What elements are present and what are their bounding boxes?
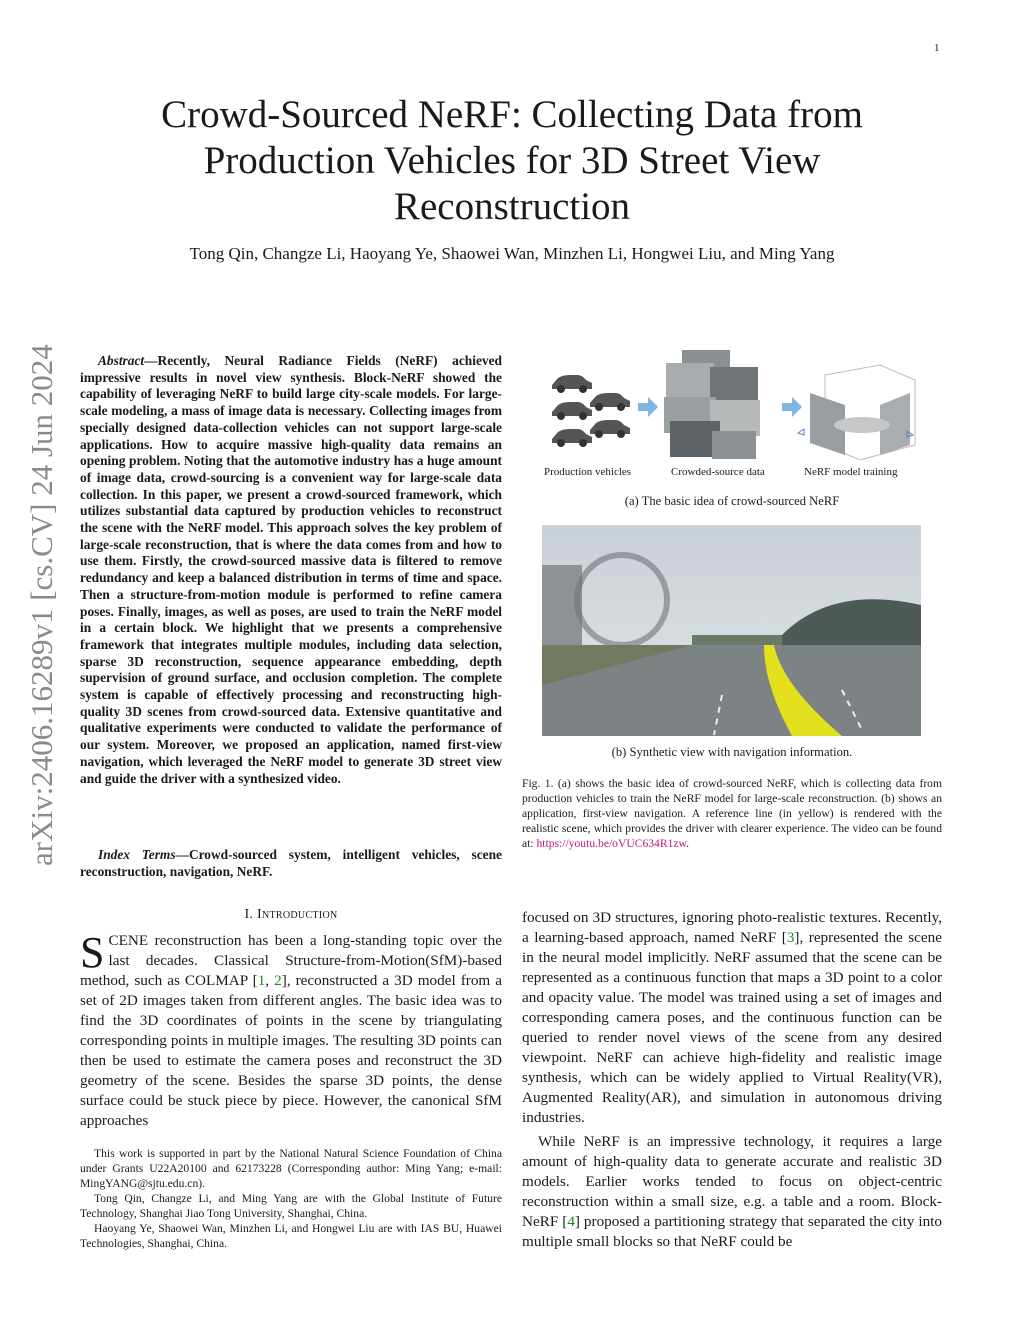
figure-label: Crowded-source data: [671, 466, 765, 478]
abstract: [80, 353, 502, 787]
abstract-label: Abstract: [98, 353, 145, 368]
figure-a-diagram: [540, 345, 920, 460]
page-number: 1: [934, 42, 940, 54]
car-icon: [552, 429, 592, 447]
arrow-icon: [638, 397, 658, 417]
arxiv-stamp: arXiv:2406.16289v1 [cs.CV] 24 Jun 2024: [24, 344, 59, 866]
paragraph-text: While NeRF is an impressive technology, it requires a large amount of high-quality data to generate accurate and realistic 3D models. Earlier works tended to focus on object-centric reconstruction within a small size, e.g. a table and a room. Block-NeRF [: [522, 1133, 942, 1230]
figure-caption: [522, 776, 942, 851]
footnote: Haoyang Ye, Shaowei Wan, Minzhen Li, and Hongwei Liu are with IAS BU, Huawei Technologies, Shanghai, China.: [80, 1222, 502, 1250]
paper-title: Crowd-Sourced NeRF: Collecting Data from Production Vehicles for 3D Street View Reconstruction: [161, 93, 863, 228]
intro-paragraph: SCENE reconstruction has been a long-standing topic over the last decades. Classical Structure-from-Motion(SfM)-based method, such as COLMAP [1, 2], reconstructed a 3D model from a set of 2D images taken from different angles. The basic idea was to find the 3D coordinates of points in the scene by triangulating corresponding points in multiple images. The resulting 3D points can then be used to estimate the camera poses and reconstruct the 3D geometry of the scene. Besides the sparse 3D points, the dense surface could be stuck piece by piece. However, the canonical SfM approaches: [80, 928, 503, 1129]
arrow-icon: [782, 397, 802, 417]
section-heading: [80, 907, 502, 923]
car-icon: [552, 402, 592, 420]
car-icon: [590, 420, 630, 438]
section-title: I. Introduction: [244, 907, 338, 922]
caption-end: .: [686, 837, 690, 850]
drop-cap: S: [80, 928, 105, 977]
index-terms-label: Index Terms: [98, 847, 176, 862]
subfigure-caption-b: (b) Synthetic view with navigation information.: [611, 745, 853, 759]
figure-label: Production vehicles: [544, 466, 632, 478]
index-terms: [80, 847, 502, 880]
right-column-text: [522, 908, 942, 1252]
paragraph-text: focused on 3D structures, ignoring photo-realistic textures. Recently, a learning-based approach, named NeRF [: [522, 909, 942, 946]
image-collage: [664, 350, 760, 459]
paragraph: [522, 1132, 942, 1252]
video-link[interactable]: https://youtu.be/oVUC634R1zw: [536, 837, 687, 850]
citation-link[interactable]: 4: [567, 1213, 575, 1230]
nerf-training-diagram: [798, 365, 915, 460]
intro-text: ], reconstructed a 3D model from a set of 2D images taken from different angles. The basic idea was to find the 3D coordinates of points in the scene by triangulating corresponding points in multiple images. The resulting 3D points can then be used to estimate the camera poses and reconstruct the 3D geometry of the scene. Besides the sparse 3D points, the dense surface could be stuck piece by piece. However, the canonical SfM approaches: [80, 972, 503, 1129]
figure-b-navigation-view: [542, 525, 921, 736]
car-icon: [552, 375, 592, 393]
paragraph-text: ], represented the scene in the neural model implicitly. NeRF assumed that the scene can be represented as a continuous function that maps a 3D point to a color and opacity value. The model was trained using a set of images and corresponding camera poses, and the continuous function can be queried to render novel views of the scene from any desired viewpoint. NeRF can achieve high-fidelity and realistic image synthesis, which can be widely applied to Virtual Reality(VR), Augmented Reality(AR), and simulation in autonomous driving industries.: [522, 929, 942, 1126]
paragraph-text: ] proposed a partitioning strategy that separated the city into multiple small blocks so that NeRF could be: [522, 1213, 942, 1250]
citation-link[interactable]: 1: [257, 972, 266, 989]
abstract-text: —Recently, Neural Radiance Fields (NeRF) achieved impressive results in novel view synthesis. Block-NeRF showed the capability of leveraging NeRF to build large city-scale models. For large-scale modeling, a mass of image data is necessary. Collecting images from specially designed data-collection vehicles can not support large-scale applications. How to acquire massive high-quality data remains an opening problem. Noting that the automotive industry has a huge amount of image data, crowd-sourcing is a convenient way for large-scale data collection. In this paper, we present a crowd-sourced framework, which utilizes substantial data captured by production vehicles to reconstruct the scene with the NeRF model. This approach solves the key problem of large-scale reconstruction, that is where the data comes from and how to use them. Firstly, the crowd-sourced massive data is filtered to remove redundancy and keep a balanced distribution in terms of time and space. Then a structure-from-motion module is performed to refine camera poses. Finally, images, as well as poses, are used to train the NeRF model in a certain block. We highlight that we presents a comprehensive framework that integrates multiple modules, including data selection, sparse 3D reconstruction, sequence appearance embedding, depth supervision of ground surface, and occlusion completion. The complete system is capable of effectively processing and reconstructing high-quality 3D scenes from crowd-sourced data. Extensive quantitative and qualitative experiments were conducted to validate the performance of our system. Moreover, we proposed an application, named first-view navigation, which leveraged the NeRF model to generate 3D street view and guide the driver with a synthesized video.: [80, 353, 502, 786]
figure-label: NeRF model training: [804, 466, 898, 478]
index-terms-text: —Crowd-sourced system, intelligent vehicles, scene reconstruction, navigation, NeRF.: [80, 847, 502, 879]
car-icons: [552, 375, 630, 447]
subfigure-caption-a: (a) The basic idea of crowd-sourced NeRF: [624, 494, 840, 508]
caption-text: Fig. 1. (a) shows the basic idea of crowd-sourced NeRF, which is collecting data from production vehicles to train the NeRF model for large-scale reconstruction. (b) shows an application, first-view navigation. A reference line (in yellow) is rendered with the realistic scene, which provides the driver with clearer experience. The video can be found at:: [522, 777, 942, 850]
car-icon: [590, 393, 630, 411]
footnote: This work is supported in part by the National Natural Science Foundation of China under Grants U22A20100 and 62173228 (Corresponding author: Ming Yang; e-mail: MingYANG@sjtu.edu.cn).: [80, 1147, 502, 1190]
citation-link[interactable]: 3: [786, 929, 795, 946]
intro-text: CENE reconstruction has been a long-standing topic over the last decades. Classical Structure-from-Motion(SfM)-based method, such as COLMAP [: [80, 932, 502, 989]
footnotes: [80, 1146, 502, 1251]
footnote: Tong Qin, Changze Li, and Ming Yang are with the Global Institute of Future Technology, Shanghai Jiao Tong University, Shanghai, China.: [80, 1192, 502, 1220]
citation-link[interactable]: 2: [274, 972, 282, 989]
paragraph: [522, 908, 942, 1128]
author-list: Tong Qin, Changze Li, Haoyang Ye, Shaowei Wan, Minzhen Li, Hongwei Liu, and Ming Yang: [189, 244, 835, 263]
